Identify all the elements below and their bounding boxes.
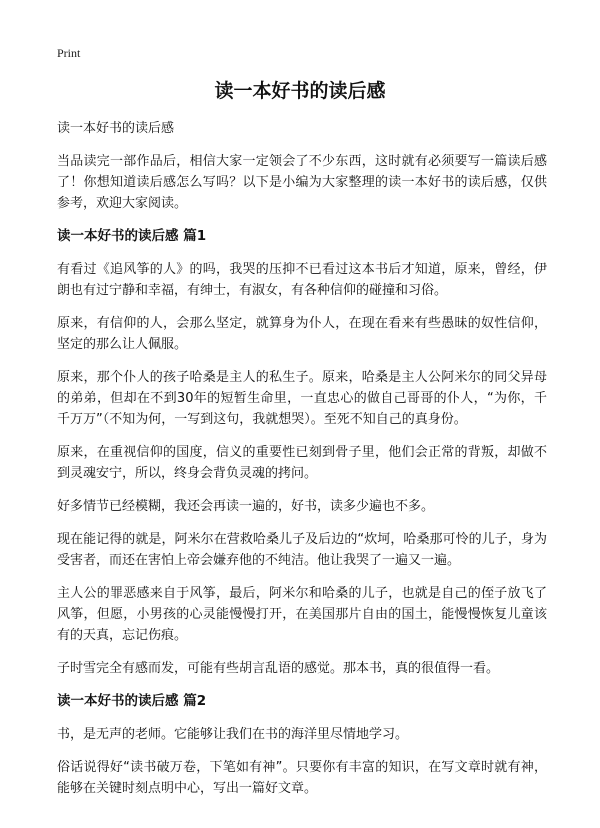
- article-subtitle: 读一本好书的读后感: [57, 121, 175, 136]
- intro-paragraph: 当品读完一部作品后，相信大家一定领会了不少东西，这时就有必须要写一篇读后感了！你想知道读后感怎么写吗？以下是小编为大家整理的读一本好书的读后感，仅供参考，欢迎大家阅读。: [57, 154, 547, 211]
- page-title: 读一本好书的读后感: [214, 80, 386, 102]
- paragraph: 现在能记得的就是，阿米尔在营救哈桑儿子及后边的“炊坷，哈桑那可怜的儿子，身为受害者，而还在害怕上帝会嫌弃他的不纯洁。他让我哭了一遍又一遍。: [57, 532, 547, 568]
- paragraph: 俗话说得好“读书破万卷，下笔如有神”。只要你有丰富的知识，在写文章时就有神，能够在关键时刻点明中心，写出一篇好文章。: [57, 760, 547, 796]
- paragraph: 书，是无声的老师。它能够让我们在书的海洋里尽情地学习。: [57, 727, 409, 742]
- section-heading-1: 读一本好书的读后感 篇1: [57, 228, 207, 244]
- section-heading-2: 读一本好书的读后感 篇2: [57, 693, 207, 709]
- paragraph: 原来，有信仰的人，会那么坚定，就算身为仆人，在现在看来有些愚昧的奴性信仰，坚定的那么让人佩服。: [57, 316, 547, 352]
- paragraph: 有看过《追风筝的人》的吗，我哭的压抑不已看过这本书后才知道，原来，曾经，伊朗也有过宁静和幸福，有绅士，有淑女，有各种信仰的碰撞和习俗。: [57, 262, 547, 298]
- paragraph: 原来，在重视信仰的国度，信义的重要性已刻到骨子里，他们会正常的背叛，却做不到灵魂安宁，所以，终身会背负灵魂的拷问。: [57, 445, 547, 481]
- paragraph: 好多情节已经模糊，我还会再读一遍的，好书，读多少遍也不多。: [57, 499, 435, 514]
- paragraph: 主人公的罪恶感来自于风筝，最后，阿米尔和哈桑的儿子，也就是自己的侄子放飞了风筝，但愿，小男孩的心灵能慢慢打开，在美国那片自由的国土，能慢慢恢复儿童该有的天真，忘记伤痕。: [57, 586, 547, 643]
- paragraph: 原来，那个仆人的孩子哈桑是主人的私生子。原来，哈桑是主人公阿米尔的同父异母的弟弟，但却在不到30年的短暂生命里，一直忠心的做自己哥哥的仆人，“为你，千千万万”（不知为何，一写到这句，我就想哭）。至死不知自己的真身份。: [57, 370, 547, 427]
- print-link[interactable]: Print: [57, 46, 81, 60]
- article-body: [57, 118, 547, 811]
- paragraph: 子时雪完全有感而发，可能有些胡言乱语的感觉。那本书，真的很值得一看。: [57, 661, 500, 676]
